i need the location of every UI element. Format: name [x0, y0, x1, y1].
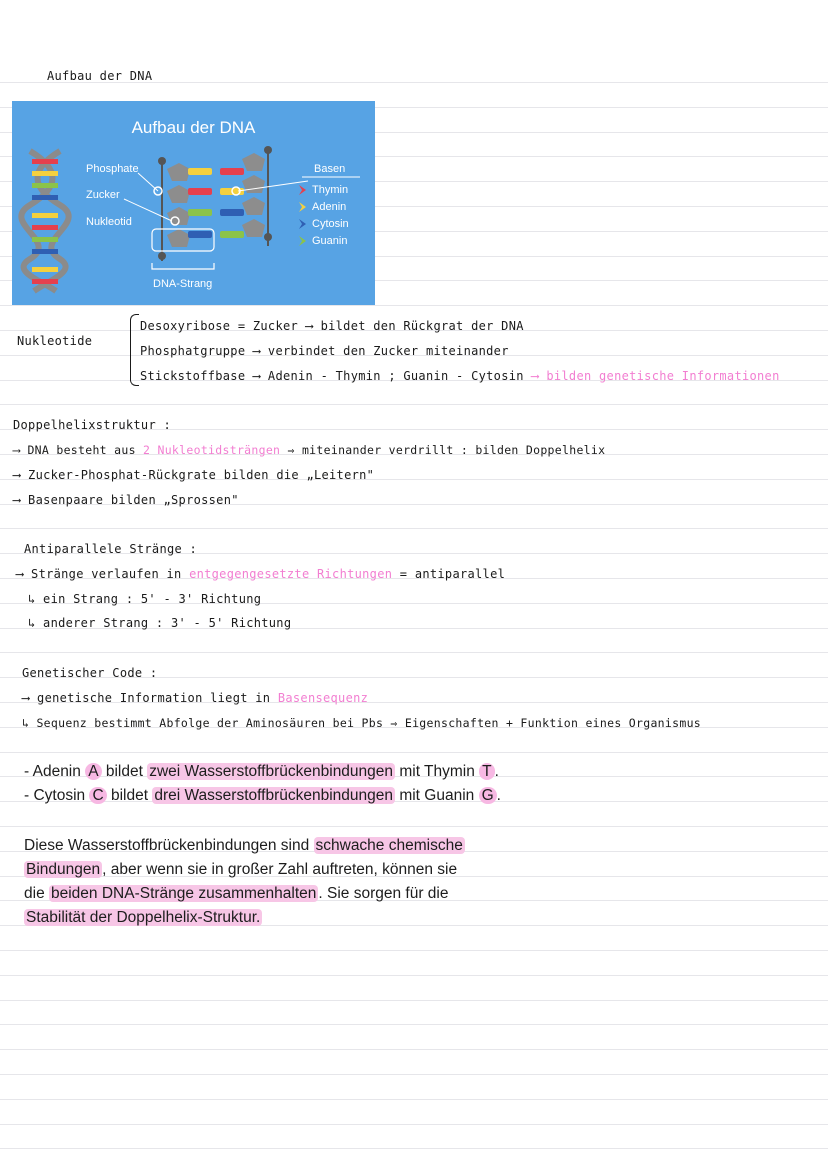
- paragraph-line-1: Diese Wasserstoffbrückenbindungen sind schwache chemische: [24, 837, 463, 854]
- antiparallel-line-3: ↳ anderer Strang : 3' - 5' Richtung: [28, 616, 292, 630]
- chevron-icon: [299, 236, 306, 246]
- label-basen: Basen: [314, 163, 346, 175]
- code-heading: Genetischer Code :: [22, 666, 158, 680]
- chevron-icon: [299, 185, 306, 195]
- ruled-line: [0, 1124, 828, 1125]
- ruled-line: [0, 1049, 828, 1050]
- nukleotide-label: Nukleotide: [17, 334, 93, 348]
- legend-thymin: Thymin: [312, 184, 349, 196]
- doppelhelix-line-3: ⟶ Basenpaare bilden „Sprossen": [13, 493, 239, 507]
- nukleotide-row-1: Desoxyribose = Zucker ⟶ bildet den Rückgrat der DNA: [140, 319, 524, 333]
- ruled-line: [0, 1000, 828, 1001]
- chevron-icon: [299, 219, 306, 229]
- ruled-line: [0, 652, 828, 653]
- label-dna-strang: DNA-Strang: [153, 278, 213, 290]
- ruled-line: [0, 1024, 828, 1025]
- label-phosphate: Phosphate: [86, 163, 139, 175]
- ruled-line: [0, 1099, 828, 1100]
- nukleotide-row-3: Stickstoffbase ⟶ Adenin - Thymin ; Guanin - Cytosin ⟶ bilden genetische Informationen: [140, 369, 780, 383]
- paragraph-line-4: Stabilität der Doppelhelix-Struktur.: [26, 909, 261, 926]
- brace: [130, 314, 139, 386]
- pair-line-adenin: - Adenin A bildet zwei Wasserstoffbrückenbindungen mit Thymin T .: [24, 763, 499, 780]
- ruled-line: [0, 752, 828, 753]
- dna-structure-figure: [12, 101, 375, 305]
- pair-line-cytosin: - Cytosin C bildet drei Wasserstoffbrückenbindungen mit Guanin G .: [24, 787, 501, 804]
- left-strand: [158, 157, 212, 261]
- code-line-2: ↳ Sequenz bestimmt Abfolge der Aminosäuren bei Pbs ⇒ Eigenschaften + Funktion eines Organismus: [22, 716, 702, 730]
- chevron-icon: [299, 202, 306, 212]
- ruled-line: [0, 826, 828, 827]
- base-legend-chevrons: [299, 185, 306, 246]
- doppelhelix-line-1: ⟶ DNA besteht aus 2 Nukleotidsträngen ⇒ miteinander verdrillt : bilden Doppelhelix: [13, 443, 606, 457]
- antiparallel-heading: Antiparallele Stränge :: [24, 542, 198, 556]
- legend-cytosin: Cytosin: [312, 218, 349, 230]
- page-title: Aufbau der DNA: [47, 69, 153, 83]
- paragraph-line-3: die beiden DNA-Stränge zusammenhalten . Sie sorgen für die: [24, 885, 449, 902]
- antiparallel-line-1: ⟶ Stränge verlaufen in entgegengesetzte Richtungen = antiparallel: [16, 567, 506, 581]
- ruled-line: [0, 950, 828, 951]
- ruled-line: [0, 975, 828, 976]
- doppelhelix-line-2: ⟶ Zucker-Phosphat-Rückgrate bilden die „Leitern": [13, 468, 375, 482]
- ruled-line: [0, 404, 828, 405]
- ruled-line: [0, 305, 828, 306]
- doppelhelix-heading: Doppelhelixstruktur :: [13, 418, 172, 432]
- paragraph-line-2: Bindungen , aber wenn sie in großer Zahl auftreten, können sie: [26, 861, 458, 878]
- right-strand: [220, 146, 272, 246]
- nukleotide-row-2: Phosphatgruppe ⟶ verbindet den Zucker miteinander: [140, 344, 509, 358]
- figure-title: Aufbau der DNA: [131, 118, 256, 137]
- helix-icon: [21, 151, 68, 291]
- legend-adenin: Adenin: [312, 201, 347, 213]
- label-zucker: Zucker: [86, 189, 120, 201]
- code-line-1: ⟶ genetische Information liegt in Basensequenz: [22, 691, 369, 705]
- antiparallel-line-2: ↳ ein Strang : 5' - 3' Richtung: [28, 592, 262, 606]
- label-nukleotid: Nukleotid: [86, 216, 132, 228]
- legend-guanin: Guanin: [312, 235, 348, 247]
- ruled-line: [0, 1148, 828, 1149]
- ruled-line: [0, 528, 828, 529]
- ruled-line: [0, 1074, 828, 1075]
